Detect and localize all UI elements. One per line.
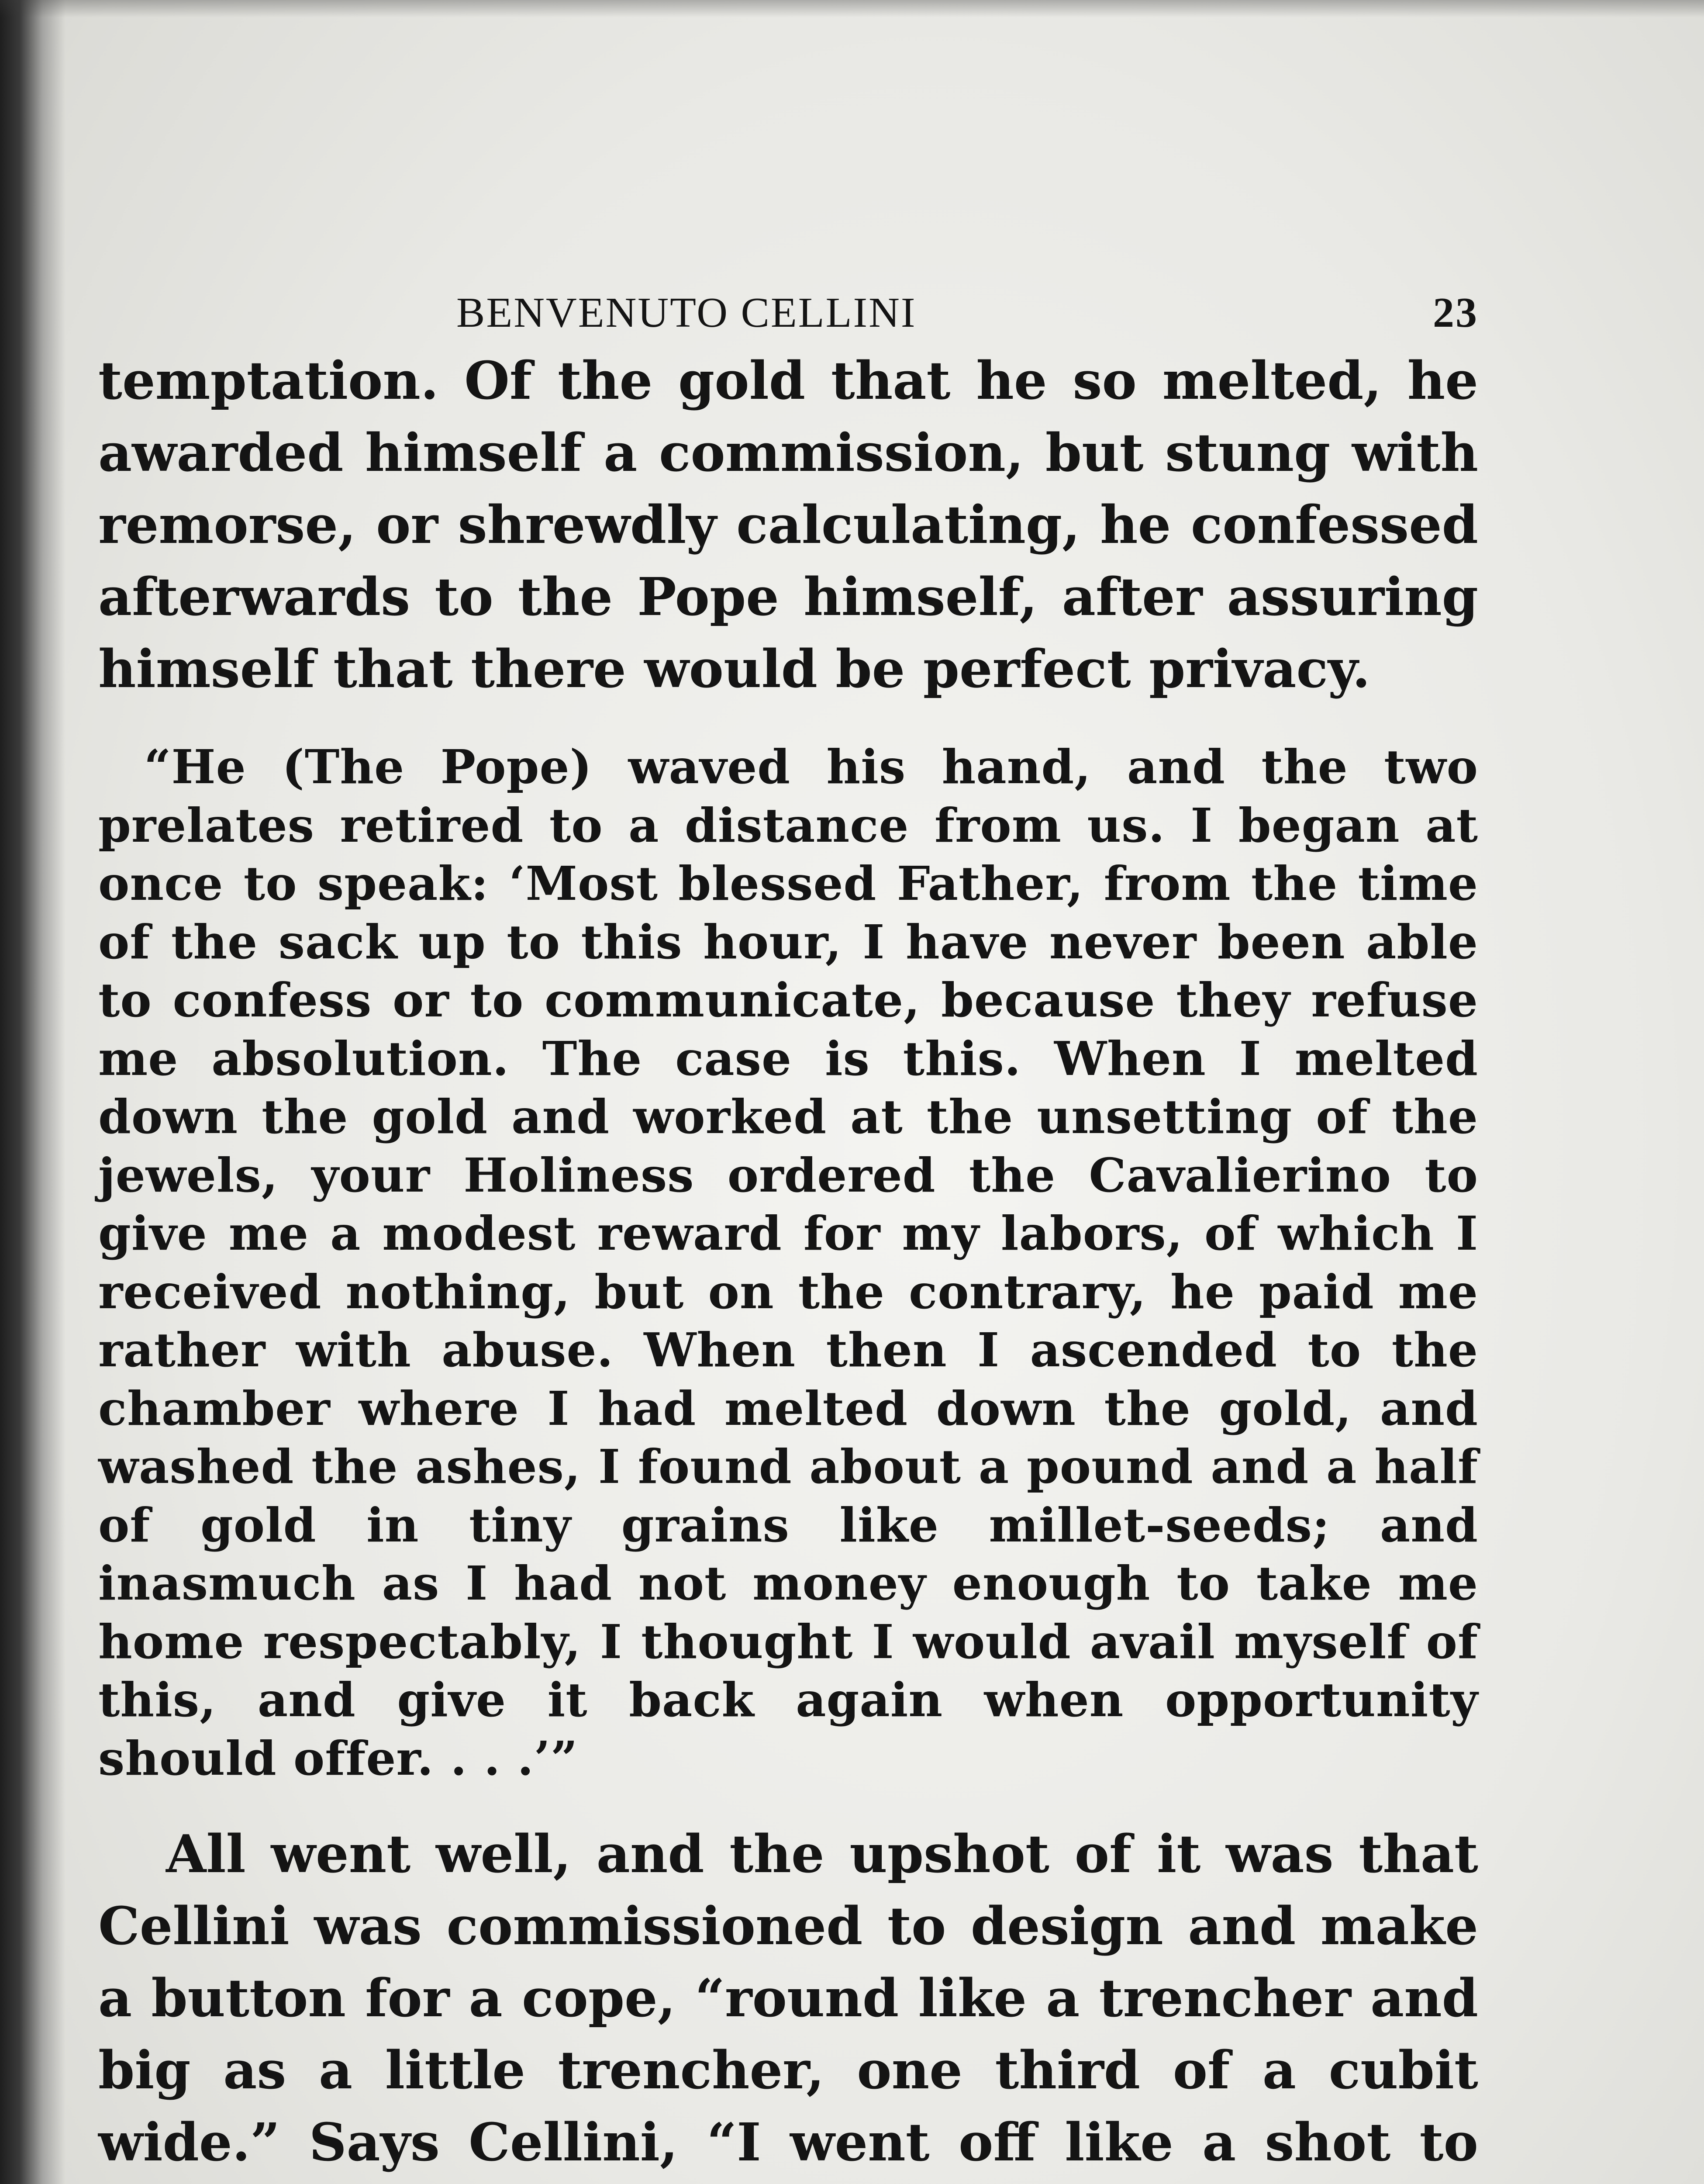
paragraph-commission: All went well, and the upshot of it was that Cellini was commissioned to design and make a button for a cope, “round like a trencher and big as a little trencher, one third of a cubit wide.” Says Cellini, “I went off like a shot to: [98, 1824, 1478, 2173]
running-head: [98, 280, 1478, 345]
running-title: BENVENUTO CELLINI: [456, 289, 917, 336]
paragraph-quotation: “He (The Pope) waved his hand, and the two prelates retired to a distance from us. I began at once to speak: ‘Most blessed Father, from the time of the sack up to this hour, I have never been able to confess or to communicate, because they refuse me absolution. The case is this. When I melted down the gold and worked at the unsetting of the jewels, your Holiness ordered the Cavalierino to give me a modest reward for my labors, of which I received nothing, but on the contrary, he paid me rather with abuse. When then I ascended to the chamber where I had melted down the gold, and washed the ashes, I found about a pound and a half of gold in tiny grains like millet-seeds; and inasmuch as I had not money enough to take me home respectably, I thought I would avail myself of this, and give it back again when opportunity should offer. . . .’”: [98, 740, 1478, 1786]
paragraph-temptation: temptation. Of the gold that he so melted, he awarded himself a commission, but stung with remorse, or shrewdly calculating, he confessed afterwards to the Pope himself, after assuring himself that there would be perfect privacy.: [98, 350, 1478, 700]
page-number: 23: [1433, 289, 1478, 336]
page-text-block: [98, 280, 1478, 2184]
